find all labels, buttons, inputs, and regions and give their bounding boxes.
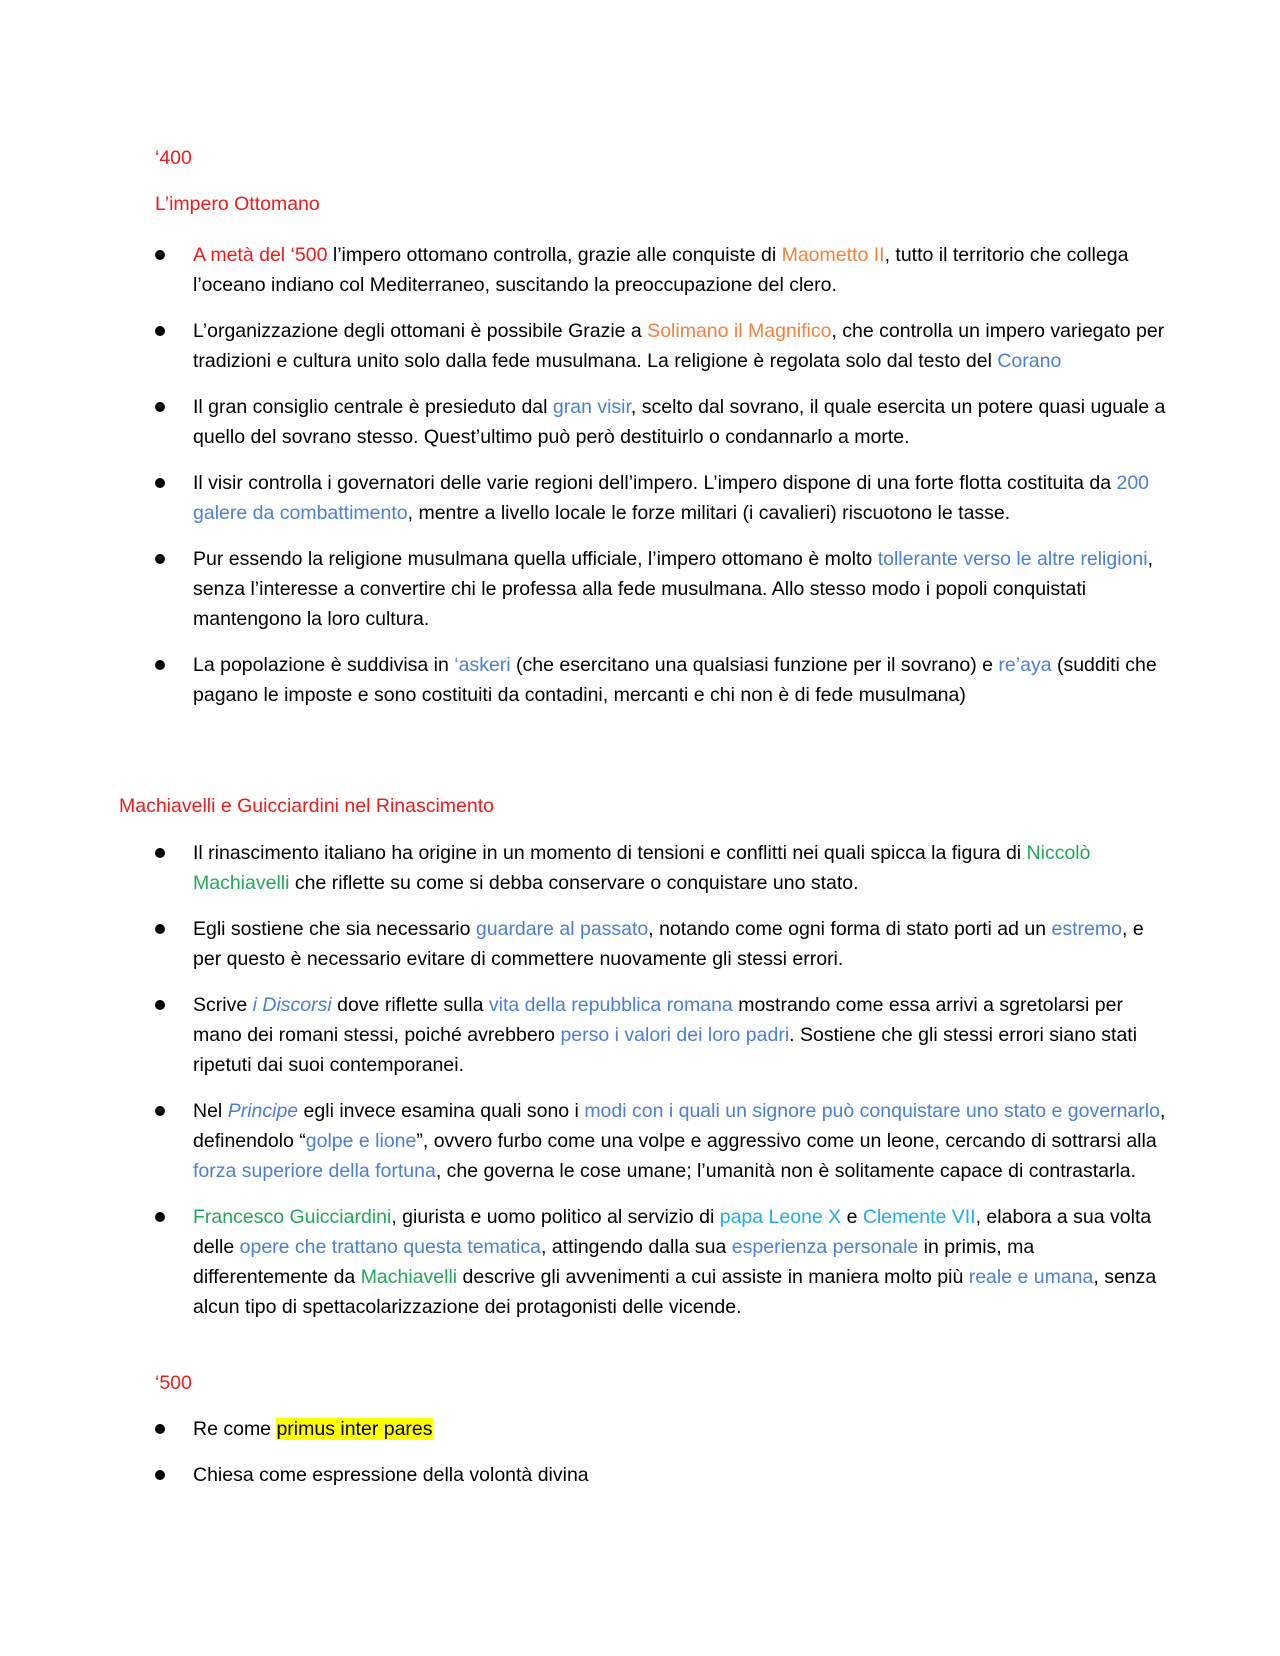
list-item: La popolazione è suddivisa in ‘askeri (che esercitano una qualsiasi funzione per il sovrano) e re’aya (sudditi che pagano le imposte e sono costituiti da contadini, mercanti e chi non è di fede musulmana) xyxy=(0,650,1280,710)
list-item: Nel Principe egli invece esamina quali sono i modi con i quali un signore può conquistare uno stato e governarlo, definendolo “golpe e lione”, ovvero furbo come una volpe e aggressivo come un leone, cercando di sottrarsi alla forza superiore della fortuna, che governa le cose umane; l’umanità non è solitamente capace di contrastarla. xyxy=(0,1096,1280,1186)
heading-impero-ottomano: L’impero Ottomano xyxy=(155,193,320,215)
list-item: Pur essendo la religione musulmana quella ufficiale, l’impero ottomano è molto tollerante verso le altre religioni, senza l’interesse a convertire chi le professa alla fede musulmana. Allo stesso modo i popoli conquistati mantengono la loro cultura. xyxy=(0,544,1280,634)
bullet-icon xyxy=(155,554,165,564)
heading-year-400: ‘400 xyxy=(155,147,192,169)
bullet-icon xyxy=(155,1000,165,1010)
bullet-icon xyxy=(155,1424,165,1434)
list-item: Chiesa come espressione della volontà divina xyxy=(0,1460,1280,1490)
bullet-icon xyxy=(155,924,165,934)
bullet-icon xyxy=(155,402,165,412)
bullet-icon xyxy=(155,1470,165,1480)
bullet-icon xyxy=(155,848,165,858)
bullet-list-ottomano xyxy=(0,240,1280,710)
list-item: A metà del ‘500 l’impero ottomano controlla, grazie alle conquiste di Maometto II, tutto il territorio che collega l’oceano indiano col Mediterraneo, suscitando la preoccupazione del clero. xyxy=(0,240,1280,300)
bullet-icon xyxy=(155,478,165,488)
list-item: Il gran consiglio centrale è presieduto dal gran visir, scelto dal sovrano, il quale esercita un potere quasi uguale a quello del sovrano stesso. Quest’ultimo può però destituirlo o condannarlo a morte. xyxy=(0,392,1280,452)
list-item: Il rinascimento italiano ha origine in un momento di tensioni e conflitti nei quali spicca la figura di Niccolò Machiavelli che riflette su come si debba conservare o conquistare uno stato. xyxy=(0,838,1280,898)
highlighted-text: primus inter pares xyxy=(276,1418,433,1440)
list-item: Francesco Guicciardini, giurista e uomo politico al servizio di papa Leone X e Clemente VII, elabora a sua volta delle opere che trattano questa tematica, attingendo dalla sua esperienza personale in primis, ma differentemente da Machiavelli descrive gli avvenimenti a cui assiste in maniera molto più reale e umana, senza alcun tipo di spettacolarizzazione dei protagonisti delle vicende. xyxy=(0,1202,1280,1322)
list-item: Scrive i Discorsi dove riflette sulla vita della repubblica romana mostrando come essa arrivi a sgretolarsi per mano dei romani stessi, poiché avrebbero perso i valori dei loro padri. Sostiene che gli stessi errori siano stati ripetuti dai suoi contemporanei. xyxy=(0,990,1280,1080)
list-item: L’organizzazione degli ottomani è possibile Grazie a Solimano il Magnifico, che controlla un impero variegato per tradizioni e cultura unito solo dalla fede musulmana. La religione è regolata solo dal testo del Corano xyxy=(0,316,1280,376)
bullet-list-500 xyxy=(0,1414,1280,1490)
bullet-icon xyxy=(155,1106,165,1116)
heading-machiavelli-guicciardini: Machiavelli e Guicciardini nel Rinascimento xyxy=(119,795,494,817)
bullet-icon xyxy=(155,250,165,260)
heading-year-500: ‘500 xyxy=(155,1372,192,1394)
bullet-list-rinascimento xyxy=(0,838,1280,1322)
bullet-icon xyxy=(155,326,165,336)
list-item: Egli sostiene che sia necessario guardare al passato, notando come ogni forma di stato porti ad un estremo, e per questo è necessario evitare di commettere nuovamente gli stessi errori. xyxy=(0,914,1280,974)
list-item: Re come primus inter pares xyxy=(0,1414,1280,1444)
list-item: Il visir controlla i governatori delle varie regioni dell’impero. L’impero dispone di una forte flotta costituita da 200 galere da combattimento, mentre a livello locale le forze militari (i cavalieri) riscuotono le tasse. xyxy=(0,468,1280,528)
bullet-icon xyxy=(155,660,165,670)
bullet-icon xyxy=(155,1212,165,1222)
